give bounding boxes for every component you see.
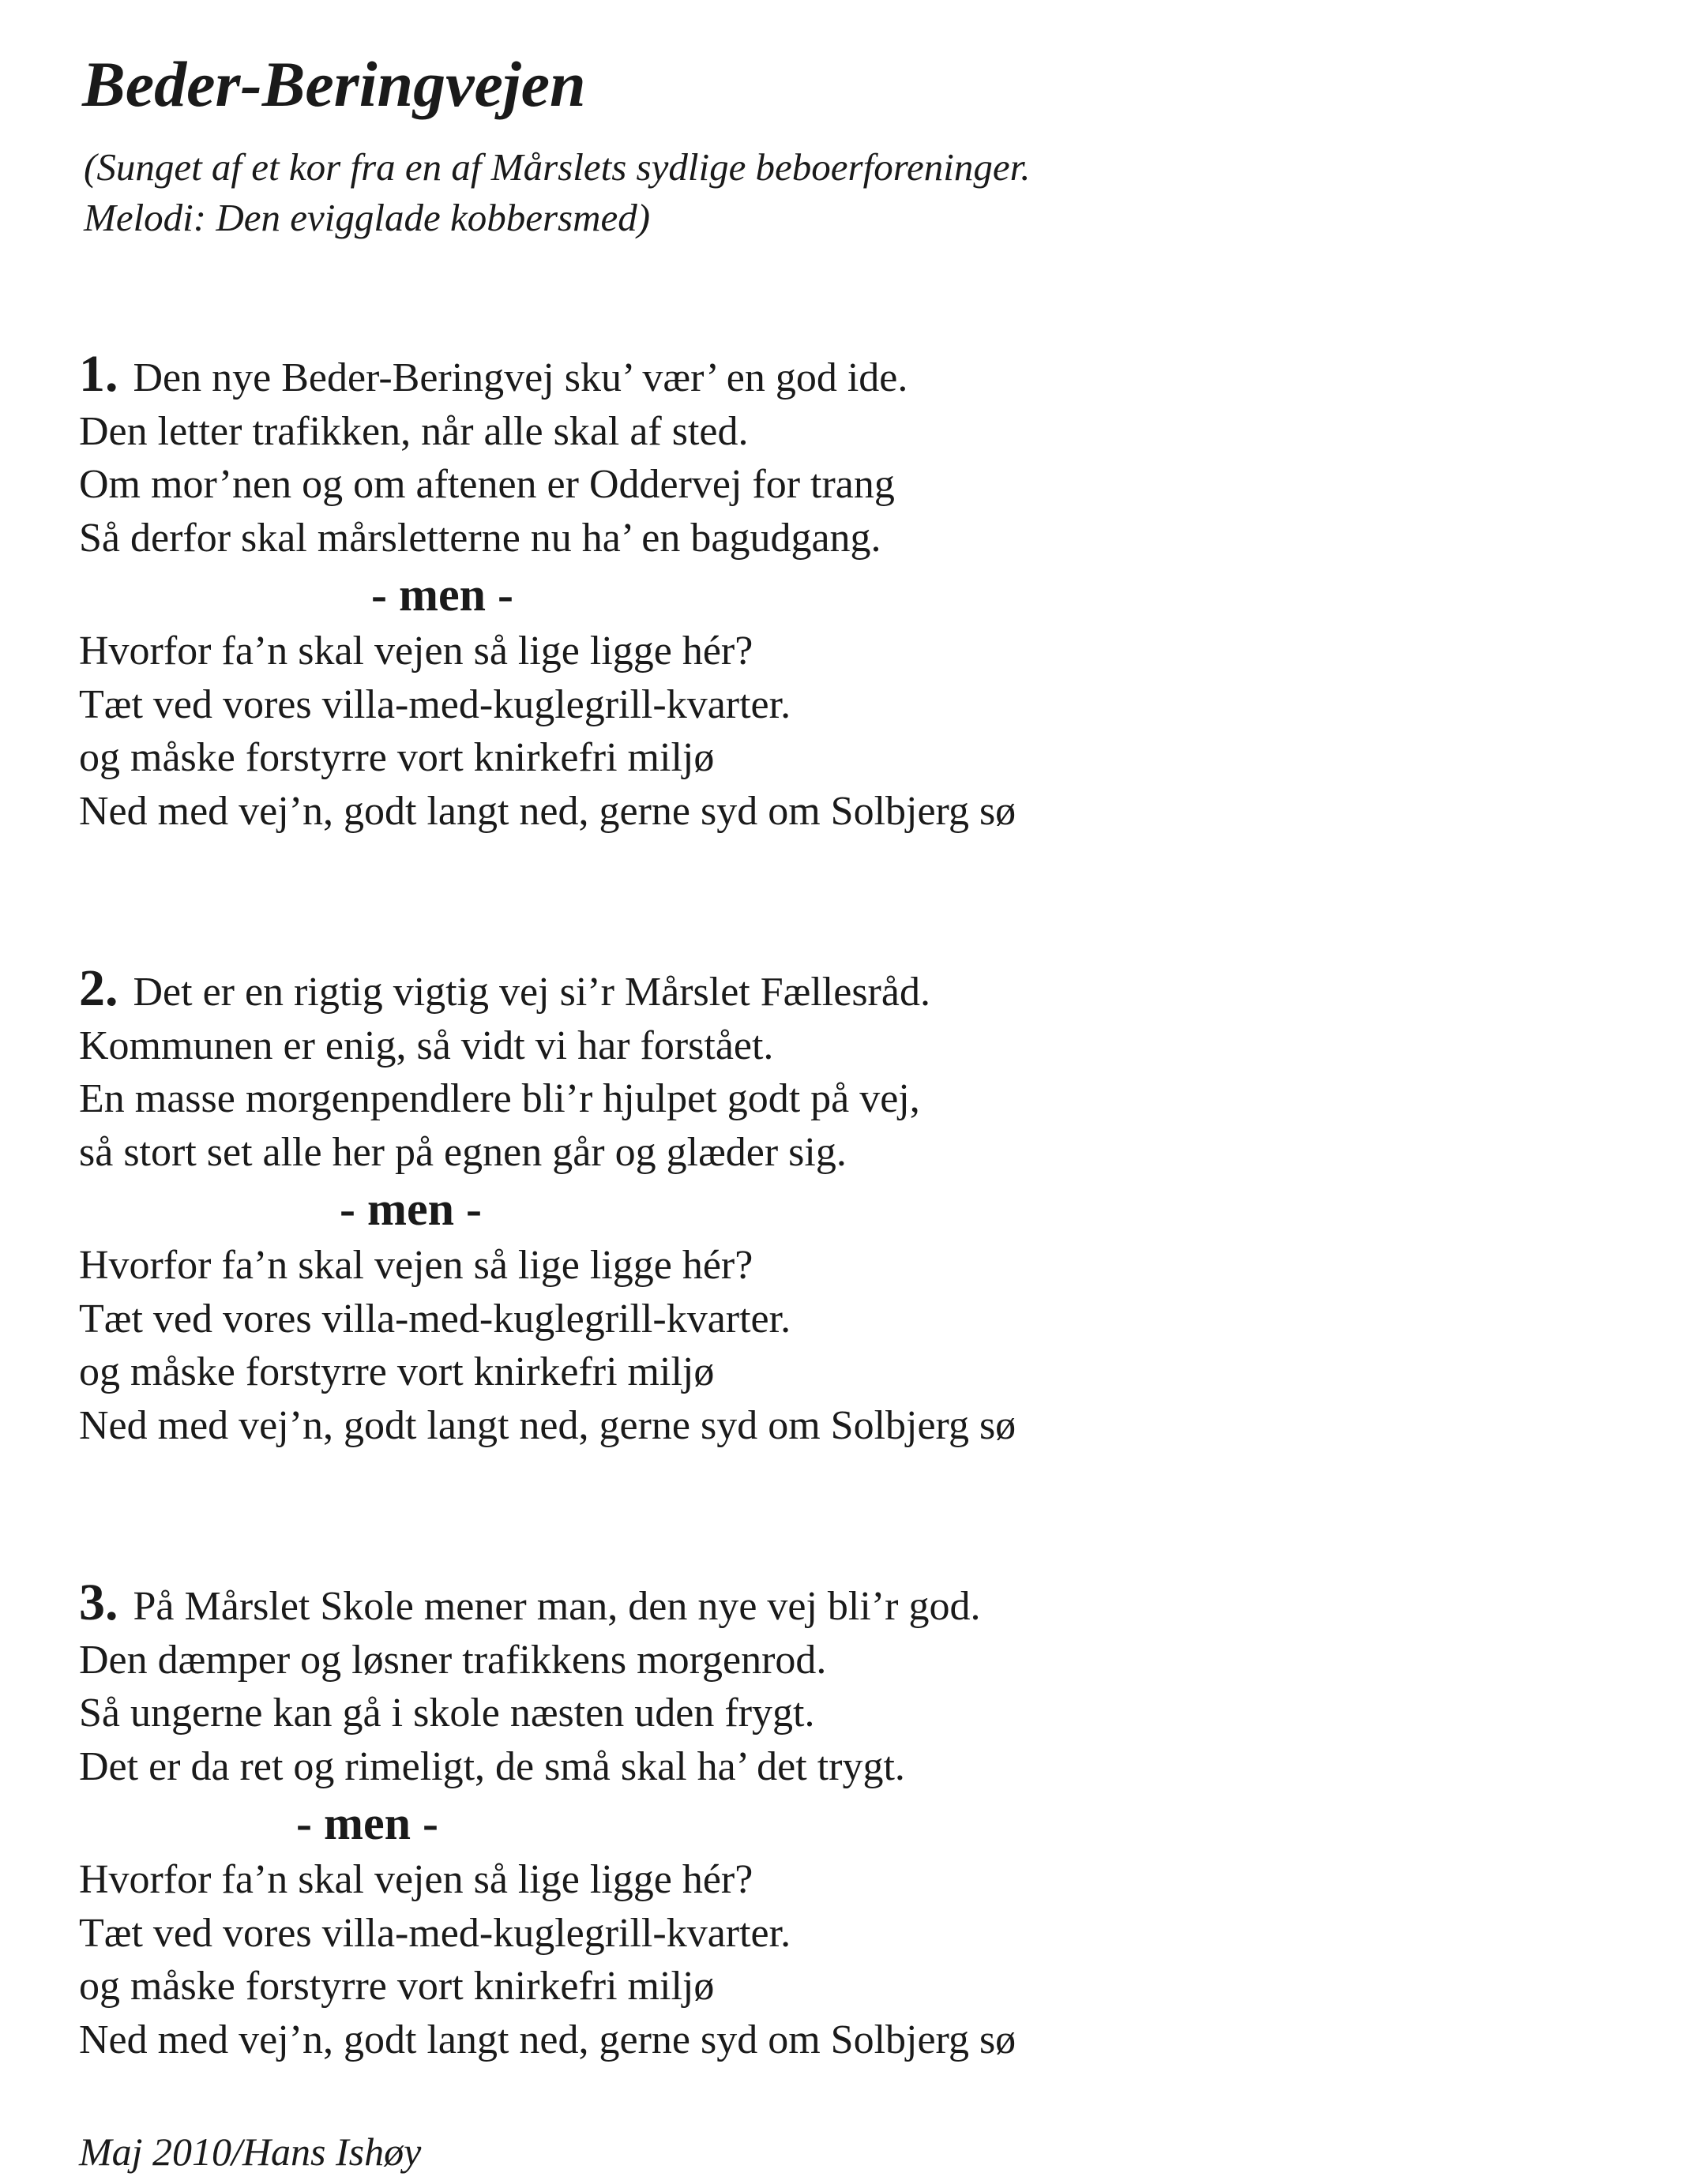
- refrain-line: Hvorfor fa’n skal vejen så lige ligge hér?: [79, 1243, 753, 1288]
- refrain-line: Hvorfor fa’n skal vejen så lige ligge hér?: [79, 629, 753, 674]
- verse-line: Så ungerne kan gå i skole næsten uden frygt.: [79, 1691, 815, 1736]
- song-subtitle: [84, 142, 1031, 243]
- verse-2: [79, 959, 1580, 1452]
- verse-line: Den letter trafikken, når alle skal af sted.: [79, 408, 749, 454]
- subtitle-line-2: Melodi: Den evigglade kobbersmed): [84, 196, 651, 239]
- refrain-line: Hvorfor fa’n skal vejen så lige ligge hér?: [79, 1857, 753, 1902]
- verse-line: En masse morgenpendlere bli’r hjulpet godt på vej,: [79, 1076, 920, 1121]
- refrain-line: Ned med vej’n, godt langt ned, gerne syd om Solbjerg sø: [79, 788, 1016, 834]
- refrain-line: Ned med vej’n, godt langt ned, gerne syd om Solbjerg sø: [79, 2017, 1016, 2062]
- refrain-marker: - men -: [296, 1797, 438, 1849]
- verse-line: Kommunen er enig, så vidt vi har forstået.: [79, 1023, 774, 1068]
- subtitle-line-1: (Sunget af et kor fra en af Mårslets sydlige beboerforeninger.: [84, 145, 1031, 189]
- verse-line: så stort set alle her på egnen går og glæder sig.: [79, 1129, 847, 1175]
- refrain-line: Tæt ved vores villa-med-kuglegrill-kvarter.: [79, 681, 791, 727]
- verse-number: 1.: [79, 345, 118, 403]
- refrain-line: Tæt ved vores villa-med-kuglegrill-kvarter.: [79, 1296, 791, 1342]
- verse-line: 3. På Mårslet Skole mener man, den nye vej bli’r god.: [79, 1574, 981, 1631]
- song-title: Beder-Beringvejen: [82, 48, 586, 120]
- refrain-line: Ned med vej’n, godt langt ned, gerne syd om Solbjerg sø: [79, 1402, 1016, 1448]
- signature: Maj 2010/Hans Ishøy: [79, 2130, 422, 2174]
- refrain-line: og måske forstyrre vort knirkefri miljø: [79, 1349, 715, 1394]
- refrain-marker: - men -: [340, 1183, 482, 1235]
- verse-number: 3.: [79, 1574, 118, 1631]
- verse-line: 2. Det er en rigtig vigtig vej si’r Mårslet Fællesråd.: [79, 959, 930, 1017]
- verse-line: Om mor’nen og om aftenen er Oddervej for trang: [79, 462, 895, 507]
- verse-line: 1. Den nye Beder-Beringvej sku’ vær’ en god ide.: [79, 345, 908, 403]
- verse-line: Den dæmper og løsner trafikkens morgenrod.: [79, 1637, 827, 1683]
- refrain-marker: - men -: [371, 569, 513, 621]
- refrain-line: og måske forstyrre vort knirkefri miljø: [79, 735, 715, 780]
- verse-line: Det er da ret og rimeligt, de små skal ha’ det trygt.: [79, 1743, 905, 1789]
- verse-line: Så derfor skal mårsletterne nu ha’ en bagudgang.: [79, 515, 881, 561]
- verse-1: [79, 347, 1580, 838]
- verse-3: [79, 1576, 1580, 2066]
- refrain-line: og måske forstyrre vort knirkefri miljø: [79, 1964, 715, 2009]
- refrain-line: Tæt ved vores villa-med-kuglegrill-kvarter.: [79, 1910, 791, 1956]
- verse-number: 2.: [79, 959, 118, 1017]
